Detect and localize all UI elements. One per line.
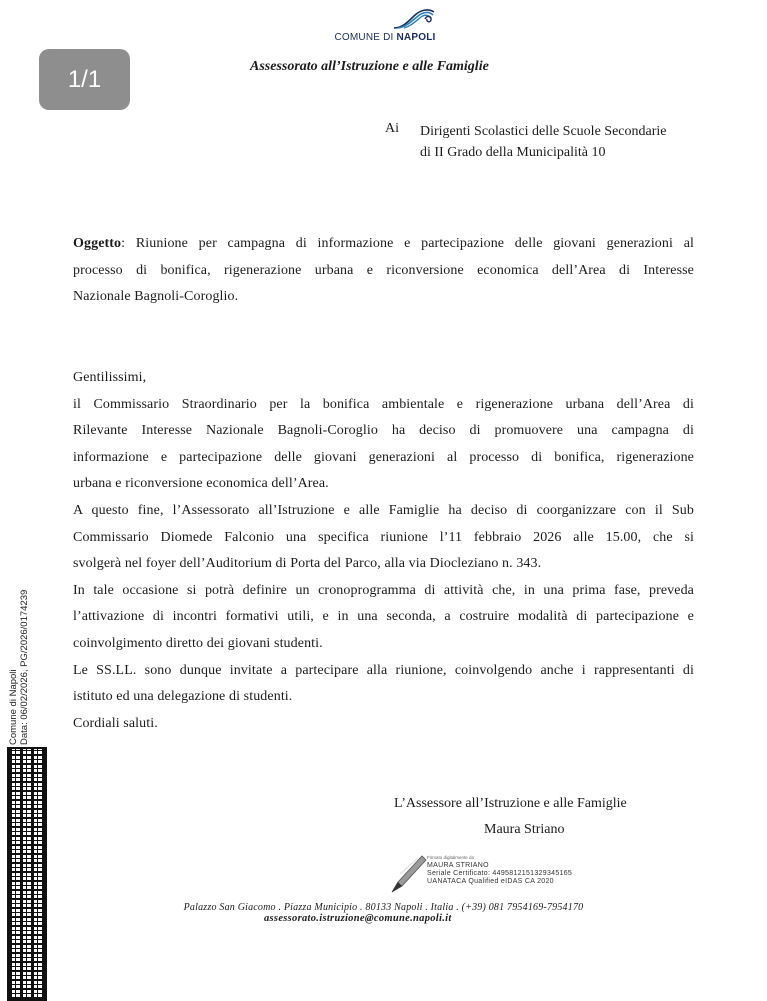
body-line: Commissario Diomede Falconio una specifica riunione l’11 febbraio 2026 alle 15.00, che si [73, 529, 694, 545]
subject-line: Nazionale Bagnoli-Coroglio. [73, 289, 239, 305]
recipient-line: di II Grado della Municipalità 10 [420, 145, 606, 160]
page-indicator-badge [39, 49, 130, 110]
recipient-line: Dirigenti Scolastici delle Scuole Secondarie [420, 124, 667, 139]
digital-certificate [427, 854, 587, 886]
body-line: urbana e riconversione economica dell’Area. [73, 476, 329, 492]
subject-label: Oggetto [73, 236, 122, 251]
subject-line: Oggetto: Riunione per campagna di informazione e partecipazione delle giovani generazioni al [73, 236, 694, 251]
protocol-stamp [8, 570, 43, 745]
cert-serial: Seriale Certificato: 4495812151329345165 [427, 870, 573, 877]
footer-address: Palazzo San Giacomo . Piazza Municipio . 80133 Napoli . Italia . (+39) 081 7954169-7954170 [183, 902, 584, 913]
recipient-prefix: Ai [385, 121, 399, 136]
body-line: svolgerà nel foyer dell’Auditorium di Porta del Parco, alla via Diocleziano n. 343. [73, 556, 542, 572]
subject-line: processo di bonifica, rigenerazione urbana e riconversione economica dell’Area di Interesse [73, 262, 694, 278]
body-line: il Commissario Straordinario per la bonifica ambientale e rigenerazione urbana dell’Area di [73, 396, 694, 412]
body-line: informazione e partecipazione delle giovani generazioni al processo di bonifica, rigenerazione [73, 449, 694, 465]
body-line: l’attivazione di incontri formativi utili, e in una seconda, a costruire modalità di partecipazione e [73, 609, 694, 625]
page-indicator-text: 1/1 [67, 65, 102, 93]
body-line: In tale occasione si potrà definire un cronoprogramma di attività che, in una prima fase, preveda [73, 582, 694, 598]
letter-body [73, 365, 694, 737]
body-line: istituto ed una delegazione di studenti. [73, 689, 293, 705]
salutation: Gentilissimi, [73, 370, 147, 385]
body-line: A questo fine, l’Assessorato all’Istruzione e alle Famiglie ha deciso di coorganizzare con il Sub [73, 502, 694, 518]
logo-text: COMUNE DI NAPOLI [334, 32, 436, 43]
subject-paragraph [73, 231, 694, 311]
cert-issuer: UANATACA Qualified eIDAS CA 2020 [427, 878, 554, 885]
signature-role: L’Assessore all’Istruzione e alle Famiglie [394, 796, 627, 811]
cert-header: Firmato digitalmente da [427, 855, 475, 860]
digital-signature-pen-icon [388, 852, 428, 894]
footer-email: assessorato.istruzione@comune.napoli.it [264, 913, 452, 924]
body-line: coinvolgimento diretto dei giovani studenti. [73, 635, 323, 651]
wave-logo-icon [392, 6, 436, 32]
recipient-block [420, 121, 666, 163]
closing: Cordiali saluti. [73, 715, 158, 731]
signature-name: Maura Striano [484, 822, 565, 837]
body-line: Le SS.LL. sono dunque invitate a partecipare alla riunione, coinvolgendo anche i rappresentanti di [73, 662, 694, 678]
office-title: Assessorato all’Istruzione e alle Famiglie [250, 59, 489, 74]
body-line: Rilevante Interesse Nazionale Bagnoli-Coroglio ha deciso di promuovere una campagna di [73, 423, 694, 439]
comune-di-napoli-logo [332, 6, 438, 42]
cert-signer: MAURA STRIANO [427, 862, 489, 869]
protocol-stamp-text: Comune di Napoli Data: 06/02/2026, PG/2026/0174239 [8, 589, 30, 745]
qr-code [7, 747, 47, 1001]
